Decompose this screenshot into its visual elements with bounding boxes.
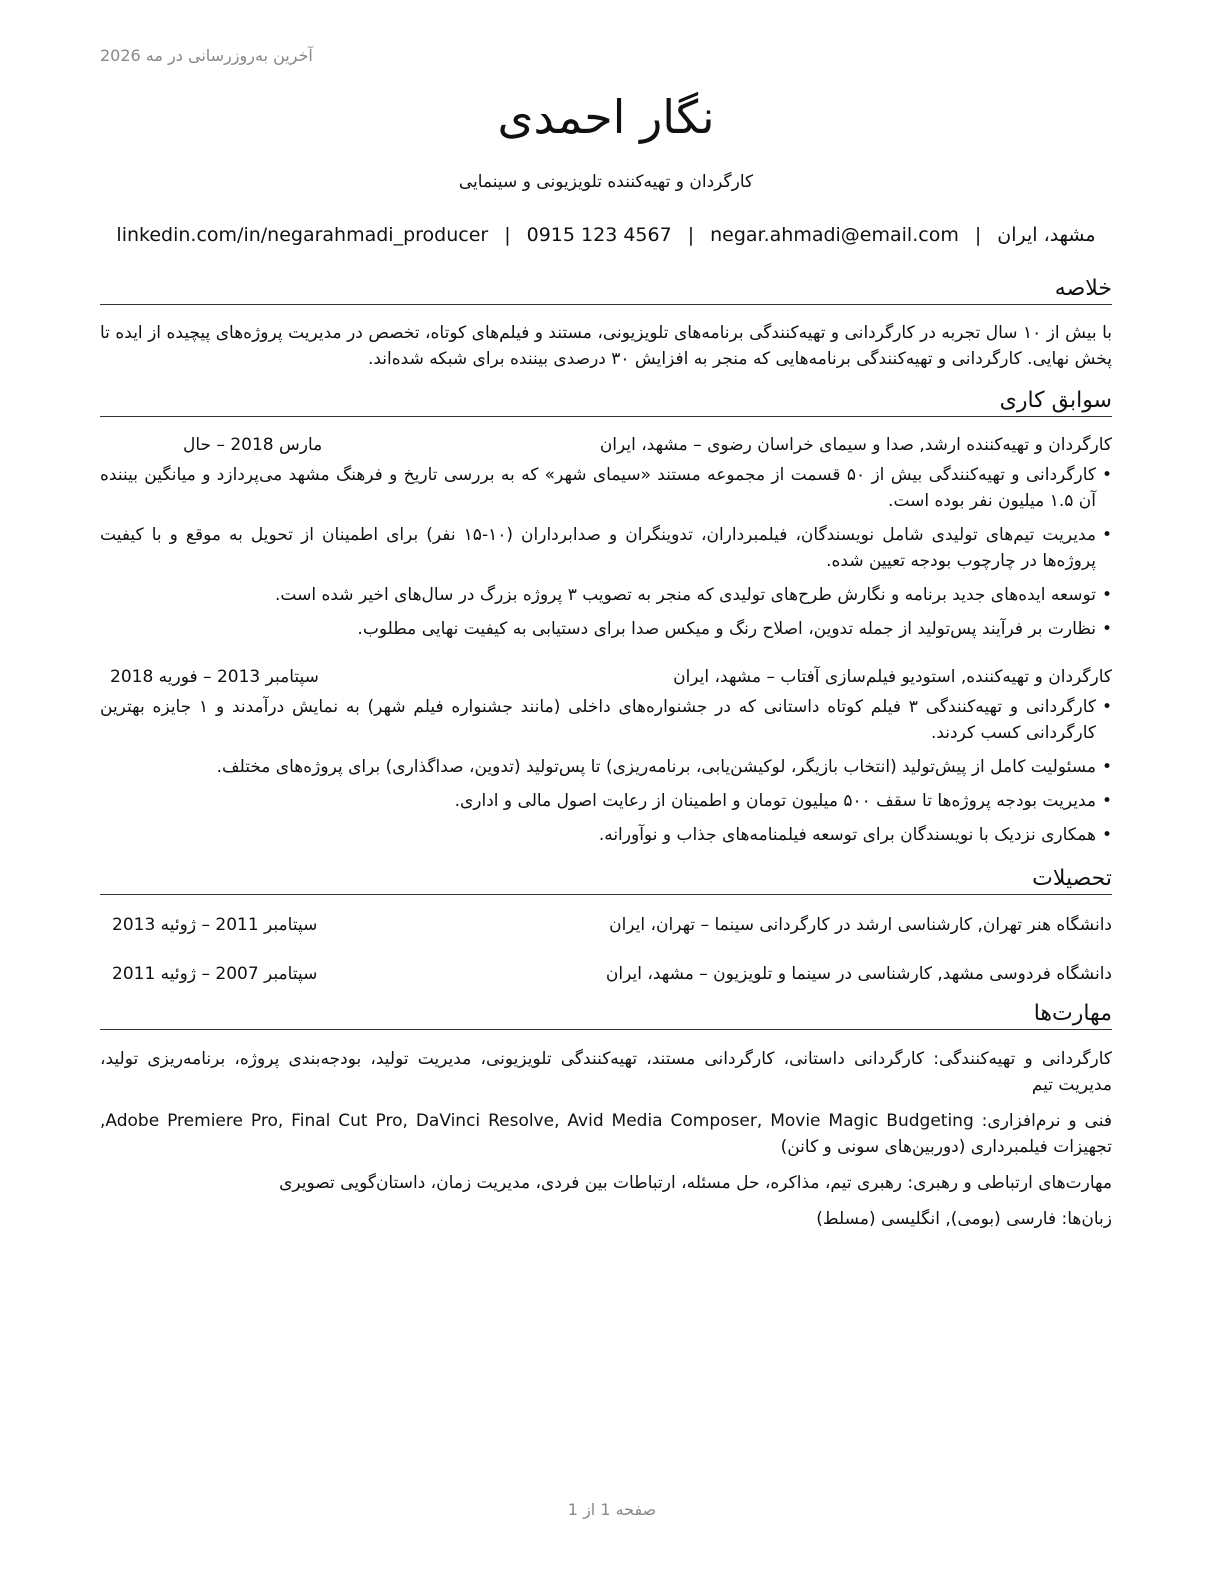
bullet-icon: • [1101, 619, 1112, 639]
skills-section-title: مهارت‌ها [100, 1001, 1112, 1030]
bullet-icon: • [1101, 825, 1112, 845]
job-bullets [100, 694, 1112, 856]
page-number: صفحه 1 از 1 [567, 1500, 657, 1519]
contact-email[interactable]: negar.ahmadi@email.com [710, 224, 959, 246]
list-item: • مدیریت تیم‌های تولیدی شامل نویسندگان، فیلمبرداران، تدوینگران و صدابرداران (۱۰-۱۵ نفر) برای اطمینان از تحویل به موقع و با کیفیت پروژه‌ها در چارچوب بودجه تعیین شده. [100, 522, 1112, 574]
bullet-icon: • [1101, 697, 1112, 717]
job-bullets [100, 462, 1112, 650]
education-heading: دانشگاه فردوسی مشهد, کارشناسی در سینما و تلویزیون – مشهد، ایران [605, 964, 1112, 984]
bullet-icon: • [1101, 791, 1112, 811]
education-dates: سپتامبر 2011 – ژوئیه 2013 [112, 915, 318, 935]
list-item: • نظارت بر فرآیند پس‌تولید از جمله تدوین، اصلاح رنگ و میکس صدا برای دستیابی به کیفیت نهایی مطلوب. [100, 616, 1112, 642]
list-item: • همکاری نزدیک با نویسندگان برای توسعه فیلمنامه‌های جذاب و نوآورانه. [100, 822, 1112, 848]
bullet-icon: • [1101, 757, 1112, 777]
bullet-icon: • [1101, 465, 1112, 485]
education-entry [100, 961, 1112, 987]
list-item: • توسعه ایده‌های جدید برنامه و نگارش طرح‌های تولیدی که منجر به تصویب ۳ پروژه بزرگ در سال‌های اخیر شده است. [100, 582, 1112, 608]
skill-line: کارگردانی و تهیه‌کنندگی: کارگردانی داستانی، کارگردانی مستند، تهیه‌کنندگی تلویزیونی، مدیریت تولید، بودجه‌بندی پروژه، برنامه‌ریزی تولید، مدیریت تیم [100, 1049, 1112, 1095]
job-subtitle: کارگردان و تهیه‌کننده تلویزیونی و سینمایی [458, 172, 754, 192]
skill-line: فنی و نرم‌افزاری: Adobe Premiere Pro, Final Cut Pro, DaVinci Resolve, Avid Media Composer, Movie Magic Budgeting, تجهیزات فیلمبرداری (دوربین‌های سونی و کانن) [100, 1111, 1112, 1157]
list-item: • مسئولیت کامل از پیش‌تولید (انتخاب بازیگر، لوکیشن‌یابی، برنامه‌ریزی) تا پس‌تولید (تدوین، صداگذاری) برای پروژه‌های مختلف. [100, 754, 1112, 780]
bullet-icon: • [1101, 585, 1112, 605]
skill-line: زبان‌ها: فارسی (بومی), انگلیسی (مسلط) [816, 1209, 1112, 1229]
bullet-icon: • [1101, 525, 1112, 545]
job-header [100, 664, 1112, 690]
contact-line [100, 224, 1112, 246]
experience-section-title: سوابق کاری [100, 388, 1112, 417]
contact-separator: | [974, 224, 982, 246]
job-dates: مارس 2018 – حال [183, 435, 323, 455]
job-heading: کارگردان و تهیه‌کننده ارشد, صدا و سیمای خراسان رضوی – مشهد، ایران [599, 435, 1112, 455]
contact-location: مشهد، ایران [997, 224, 1096, 246]
education-section-title: تحصیلات [100, 866, 1112, 895]
contact-phone: 0915 123 4567 [526, 224, 672, 246]
job-dates: سپتامبر 2013 – فوریه 2018 [110, 667, 319, 687]
contact-separator: | [687, 224, 695, 246]
list-item: • مدیریت بودجه پروژه‌ها تا سقف ۵۰۰ میلیون تومان و اطمینان از رعایت اصول مالی و اداری. [100, 788, 1112, 814]
education-dates: سپتامبر 2007 – ژوئیه 2011 [112, 964, 318, 984]
contact-separator: | [504, 224, 511, 246]
summary-section-title: خلاصه [100, 276, 1112, 305]
contact-linkedin[interactable]: linkedin.com/in/negarahmadi_producer [116, 224, 489, 246]
list-item: • کارگردانی و تهیه‌کنندگی ۳ فیلم کوتاه داستانی که در جشنواره‌های داخلی (مانند جشنواره فیلم شهر) به نمایش درآمدند و ۱ جایزه بهترین کارگردانی کسب کردند. [100, 694, 1112, 746]
skill-line: مهارت‌های ارتباطی و رهبری: رهبری تیم، مذاکره، حل مسئله، ارتباطات بین فردی، مدیریت زمان، داستان‌گویی تصویری [279, 1173, 1112, 1193]
person-name: نگار احمدی [497, 90, 715, 144]
skills-list [100, 1046, 1112, 1242]
job-heading: کارگردان و تهیه‌کننده, استودیو فیلم‌سازی آفتاب – مشهد، ایران [673, 667, 1112, 687]
education-entry [100, 912, 1112, 938]
summary-text: با بیش از ۱۰ سال تجربه در کارگردانی و تهیه‌کنندگی برنامه‌های تلویزیونی، مستند و فیلم‌های کوتاه، تخصص در مدیریت پروژه‌های پیچیده از ایده تا پخش نهایی. کارگردانی و تهیه‌کنندگی برنامه‌هایی که منجر به افزایش ۳۰ درصدی بیننده برای شبکه شده‌اند. [100, 323, 1112, 369]
last-updated: آخرین به‌روزرسانی در مه 2026 [100, 46, 313, 65]
job-header [100, 432, 1112, 458]
list-item: • کارگردانی و تهیه‌کنندگی بیش از ۵۰ قسمت از مجموعه مستند «سیمای شهر» که به بررسی تاریخ و فرهنگ مشهد می‌پردازد و میانگین بیننده آن ۱.۵ میلیون نفر بوده است. [100, 462, 1112, 514]
education-heading: دانشگاه هنر تهران, کارشناسی ارشد در کارگردانی سینما – تهران، ایران [609, 915, 1112, 935]
